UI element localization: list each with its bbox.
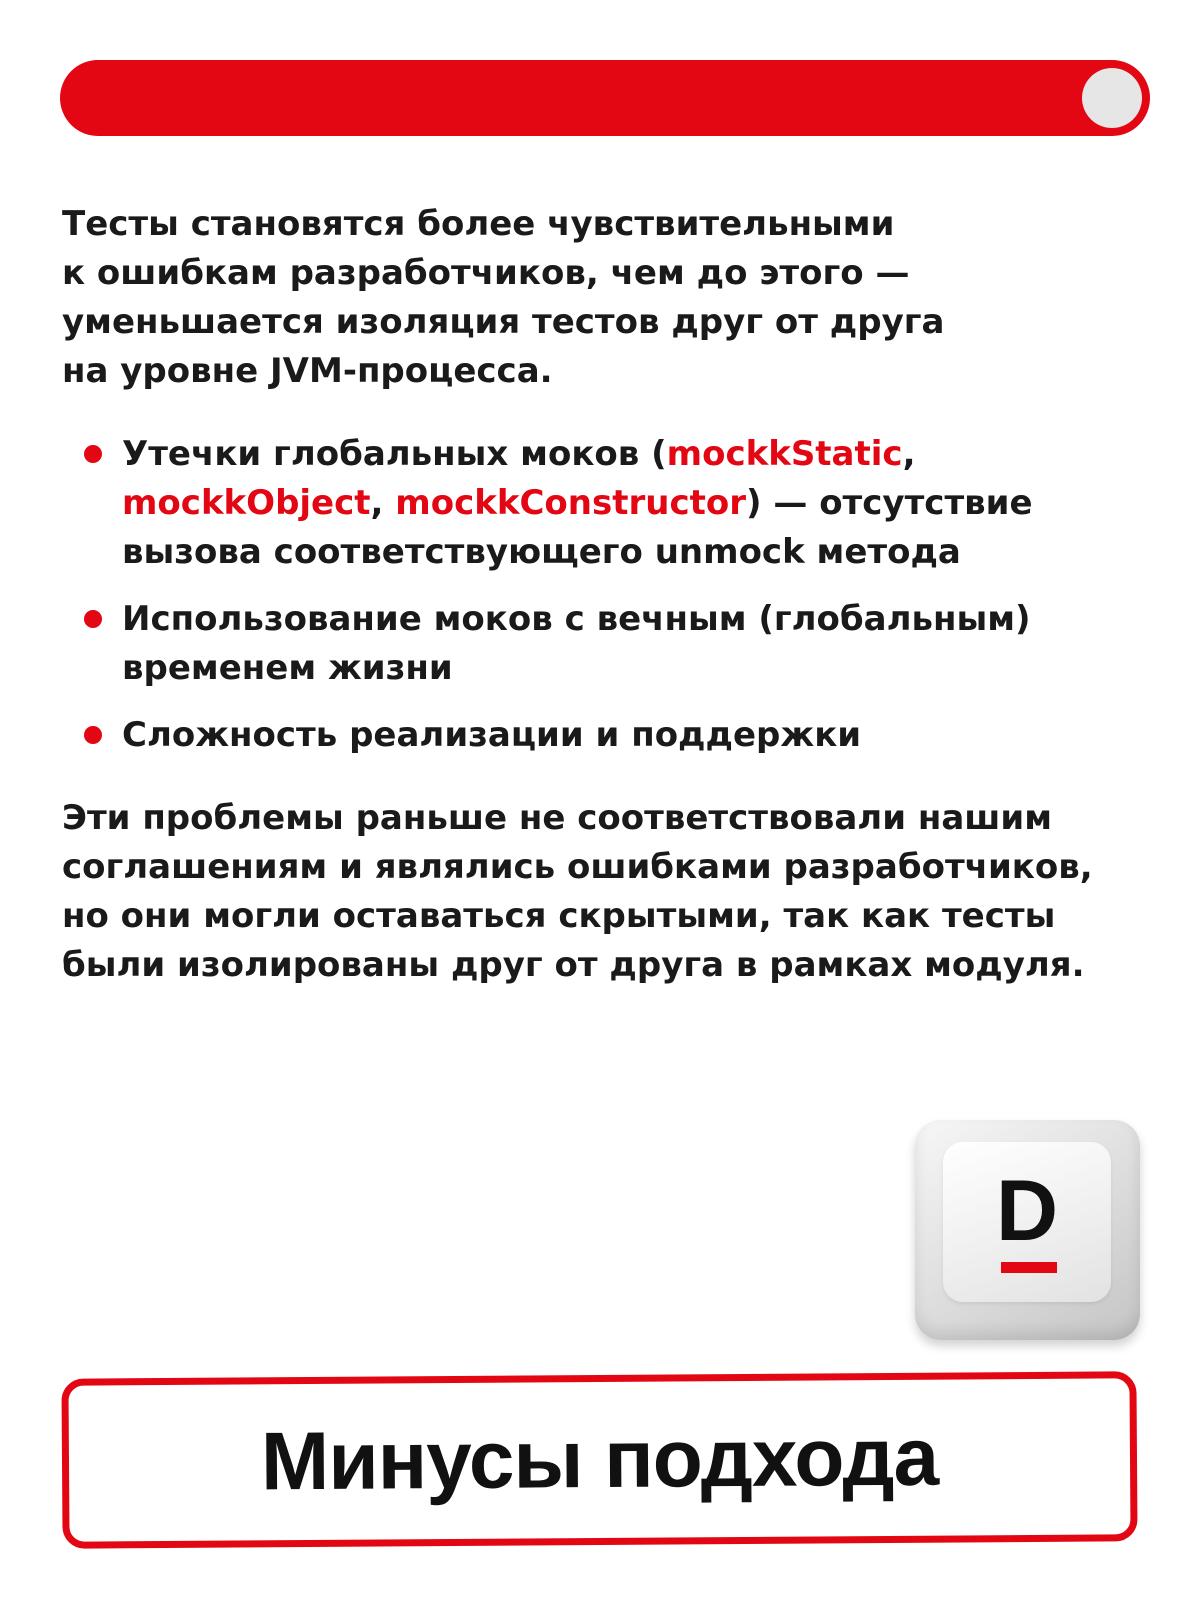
progress-knob [1082, 68, 1142, 128]
logo-underline [1001, 1262, 1057, 1273]
bullet-text: ) — отсутствие [745, 483, 1033, 523]
bullet-text: Использование моков с вечным (глобальным) [122, 599, 1031, 639]
title-box [61, 1371, 1137, 1549]
bullet-item-eternal-mocks [62, 595, 1142, 693]
bullet-item-complexity [62, 711, 1142, 760]
bullet-item-global-mocks [62, 430, 1142, 577]
intro-line: к ошибкам разработчиков, чем до этого — [62, 253, 910, 293]
code-mockkstatic: mockkStatic [666, 434, 903, 474]
bullet-dot-icon [84, 610, 102, 628]
bullet-text: вызова соответствующего unmock метода [122, 532, 961, 572]
intro-line: Тесты становятся более чувствительными [62, 204, 895, 244]
slide-title: Минусы подхода [260, 1411, 939, 1508]
bullet-dot-icon [84, 445, 102, 463]
bullet-text: , [902, 434, 916, 474]
bullet-text: Утечки глобальных моков ( [122, 434, 667, 474]
code-mockkconstructor: mockkConstructor [395, 483, 746, 523]
content [62, 200, 1142, 990]
intro-line: на уровне JVM-процесса. [62, 351, 553, 391]
key-cap [943, 1142, 1111, 1302]
bullet-list [62, 430, 1142, 760]
outro-line: соглашениям и являлись ошибками разработчиков, [62, 847, 1093, 887]
logo-letter: D [995, 1163, 1059, 1259]
bullet-text: временем жизни [122, 648, 453, 688]
progress-bar [60, 60, 1150, 136]
outro-paragraph [62, 794, 1142, 990]
outro-line: были изолированы друг от друга в рамках модуля. [62, 945, 1085, 985]
bullet-text: , [370, 483, 396, 523]
intro-line: уменьшается изоляция тестов друг от друга [62, 302, 945, 342]
intro-paragraph [62, 200, 1142, 396]
bullet-text: Сложность реализации и поддержки [122, 715, 862, 755]
outro-line: Эти проблемы раньше не соответствовали нашим [62, 798, 1053, 838]
outro-line: но они могли оставаться скрытыми, так как тесты [62, 896, 1056, 936]
code-mockkobject: mockkObject [122, 483, 371, 523]
bullet-dot-icon [84, 726, 102, 744]
keyboard-key-logo-icon [915, 1120, 1140, 1340]
